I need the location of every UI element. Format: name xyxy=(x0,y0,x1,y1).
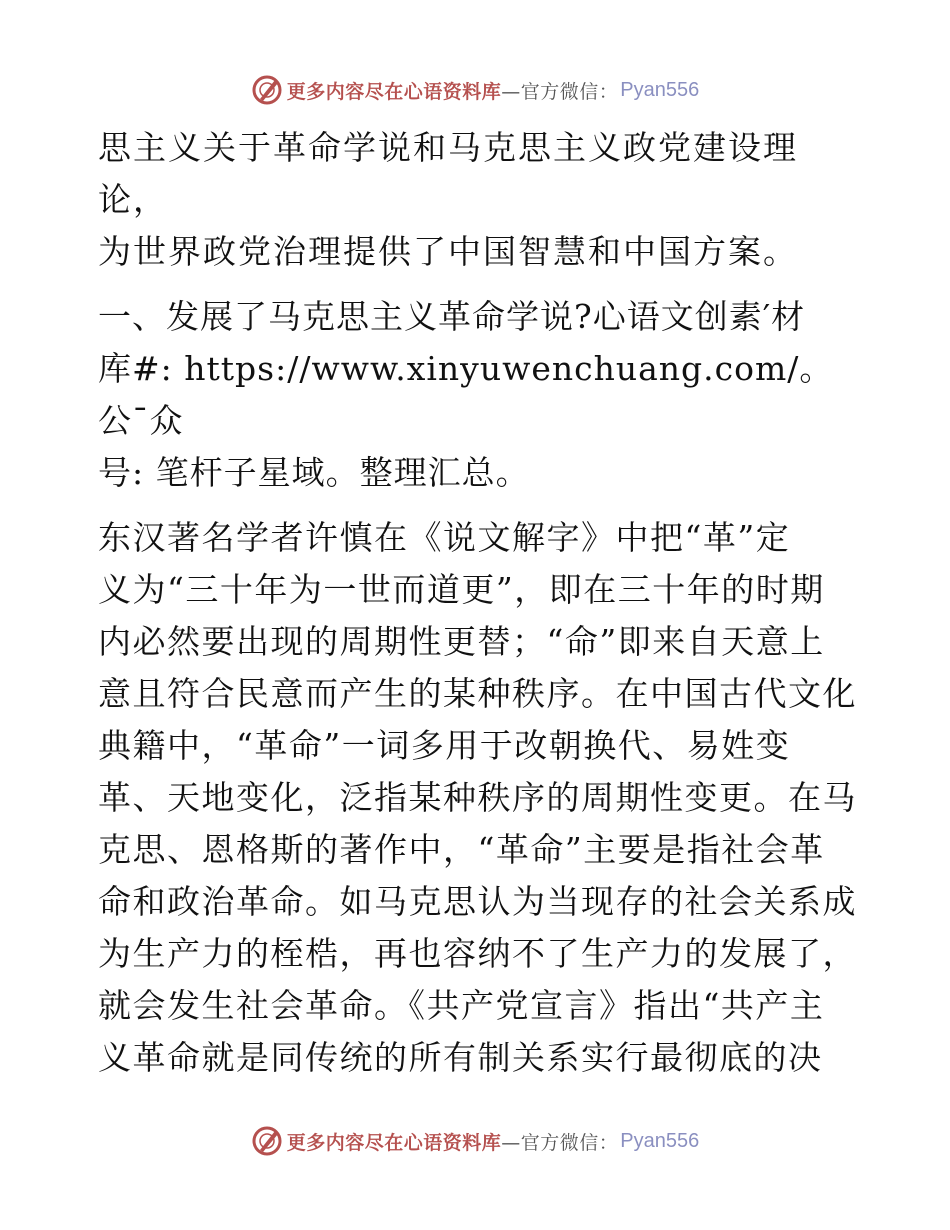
document-body xyxy=(98,122,858,1084)
body-paragraph: 东汉著名学者许慎在《说文解字》中把“革”定 义为“三十年为一世而道更”，即在三十年的时期 内必然要出现的周期性更替；“命”即来自天意上 意且符合民意而产生的某种秩序。在中国古代文化 典籍中，“革命”一词多用于改朝换代、易姓变 革、天地变化，泛指某种秩序的周期性变更。在马 克思、恩格斯的著作中，“革命”主要是指社会革 命和政治革命。如马克思认为当现存的社会关系成 为生产力的桎梏，再也容纳不了生产力的发展了， 就会发生社会革命。《共产党宣言》指出“共产主 义革命就是同传统的所有制关系实行最彻底的决 xyxy=(98,518,857,1077)
section-heading-paragraph: 一、发展了马克思主义革命学说?心语文创素′材 库#: https://www.xinyuwenchuang.com/。公¯众 号: 笔杆子星域。整理汇总。 xyxy=(98,297,834,492)
circle-pen-logo-icon xyxy=(251,74,283,106)
watermark-wechat-id: Pyan556 xyxy=(620,78,700,101)
watermark-wechat-id: Pyan556 xyxy=(620,1129,700,1152)
watermark-official-text: —官方微信： xyxy=(501,80,619,103)
circle-pen-logo-icon xyxy=(251,1125,283,1157)
header-watermark xyxy=(0,70,950,110)
watermark-promo-text: 更多内容尽在心语资料库 xyxy=(286,1131,502,1154)
paragraph-continuation: 思主义关于革命学说和马克思主义政党建设理论， 为世界政党治理提供了中国智慧和中国方案。 xyxy=(98,128,798,271)
watermark-official-text: —官方微信： xyxy=(501,1131,619,1154)
footer-watermark xyxy=(0,1121,950,1161)
watermark-promo-text: 更多内容尽在心语资料库 xyxy=(286,80,502,103)
